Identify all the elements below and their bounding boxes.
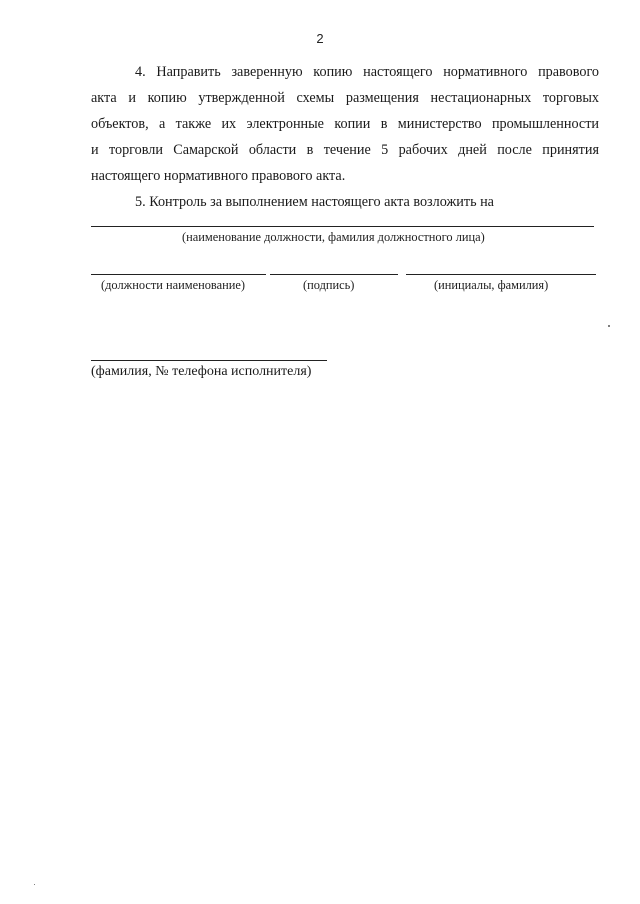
executor-line (91, 360, 327, 361)
signature-caption: (подпись) (303, 278, 355, 292)
paragraph-4-line: акта и копию утвержденной схемы размещения нестационарных торговых (91, 90, 599, 106)
executor-caption: (фамилия, № телефона исполнителя) (91, 364, 312, 379)
page-number: 2 (316, 31, 324, 46)
official-name-caption: (наименование должности, фамилия должностного лица) (182, 230, 485, 244)
paragraph-4-line: 4. Направить заверенную копию настоящего нормативного правового (135, 64, 599, 80)
paragraph-5: 5. Контроль за выполнением настоящего акта возложить на (135, 194, 494, 210)
paragraph-4-line: настоящего нормативного правового акта. (91, 168, 346, 184)
initials-caption: (инициалы, фамилия) (434, 278, 549, 292)
paragraph-4-line: и торговли Самарской области в течение 5 рабочих дней после принятия (91, 142, 599, 158)
position-line (91, 274, 266, 275)
signature-line (270, 274, 398, 275)
paragraph-4 (91, 59, 599, 189)
position-caption: (должности наименование) (101, 278, 245, 292)
scan-speck (608, 325, 610, 327)
initials-line (406, 274, 596, 275)
official-name-line (91, 226, 594, 227)
paragraph-4-line: объектов, а также их электронные копии в министерство промышленности (91, 116, 599, 132)
scan-speck (34, 884, 35, 885)
